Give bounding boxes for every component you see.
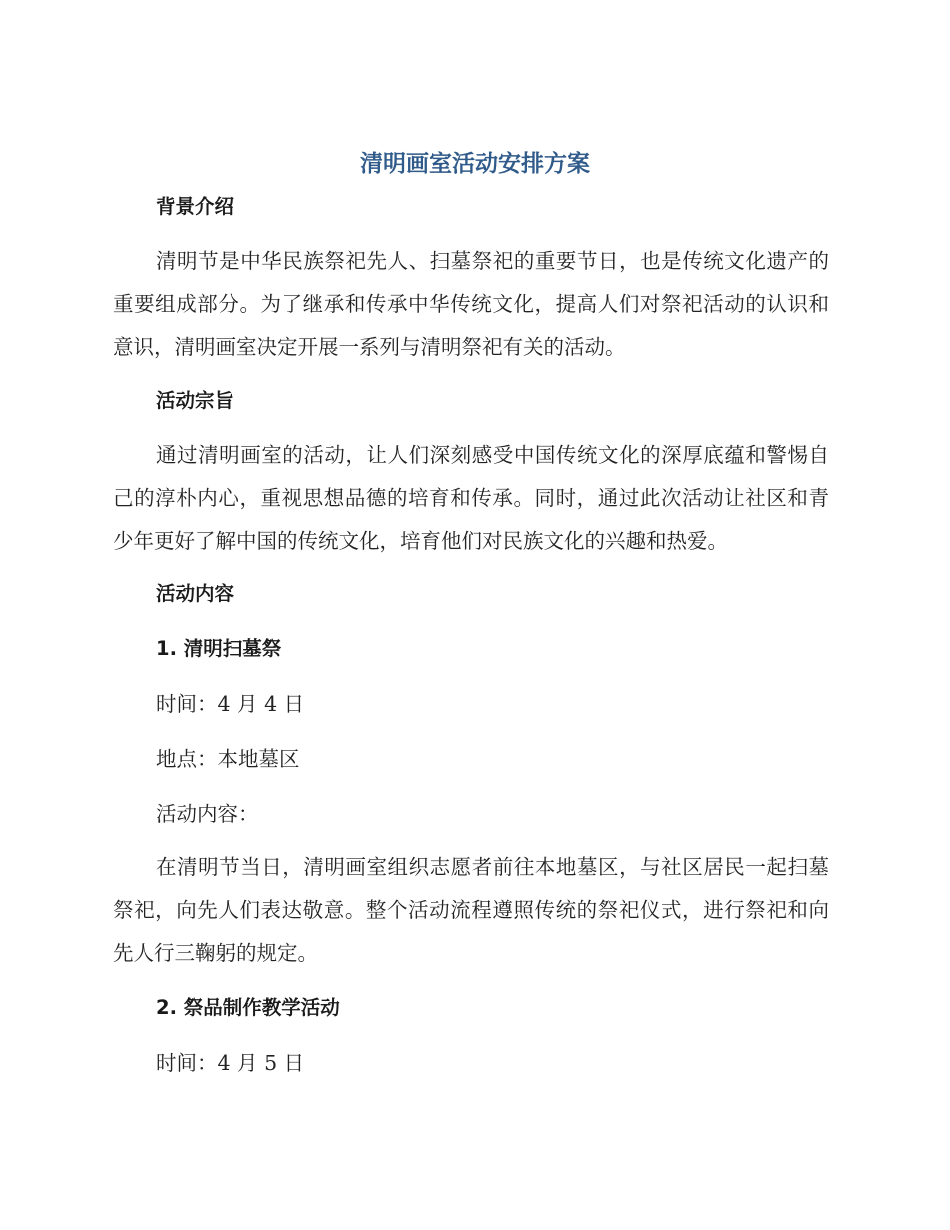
activity-text-1: 在清明节当日，清明画室组织志愿者前往本地墓区，与社区居民一起扫墓祭祀，向先人们表达敬意。整个活动流程遵照传统的祭祀仪式，进行祭祀和向先人行三鞠躬的规定。 [113,855,829,965]
activity-content-label-1: 活动内容： [156,802,259,826]
activity-heading-2: 2. 祭品制作教学活动 [156,996,340,1019]
activity-time-2: 时间：4 月 5 日 [156,1051,305,1075]
section-text-background: 清明节是中华民族祭祀先人、扫墓祭祀的重要节日，也是传统文化遗产的重要组成部分。为了继承和传承中华传统文化，提高人们对祭祀活动的认识和意识，清明画室决定开展一系列与清明祭祀有关的活动。 [113,249,829,359]
document-title: 清明画室活动安排方案 [360,151,590,177]
activity-time-1: 时间：4 月 4 日 [156,692,305,716]
section-heading-purpose: 活动宗旨 [156,389,235,412]
section-heading-background: 背景介绍 [156,195,235,218]
activity-heading-1: 1. 清明扫墓祭 [156,637,282,660]
section-heading-content: 活动内容 [156,582,235,605]
section-text-purpose: 通过清明画室的活动，让人们深刻感受中国传统文化的深厚底蕴和警惕自己的淳朴内心，重视思想品德的培育和传承。同时，通过此次活动让社区和青少年更好了解中国的传统文化，培育他们对民族文化的兴趣和热爱。 [113,443,829,553]
activity-place-1: 地点：本地墓区 [156,747,300,771]
